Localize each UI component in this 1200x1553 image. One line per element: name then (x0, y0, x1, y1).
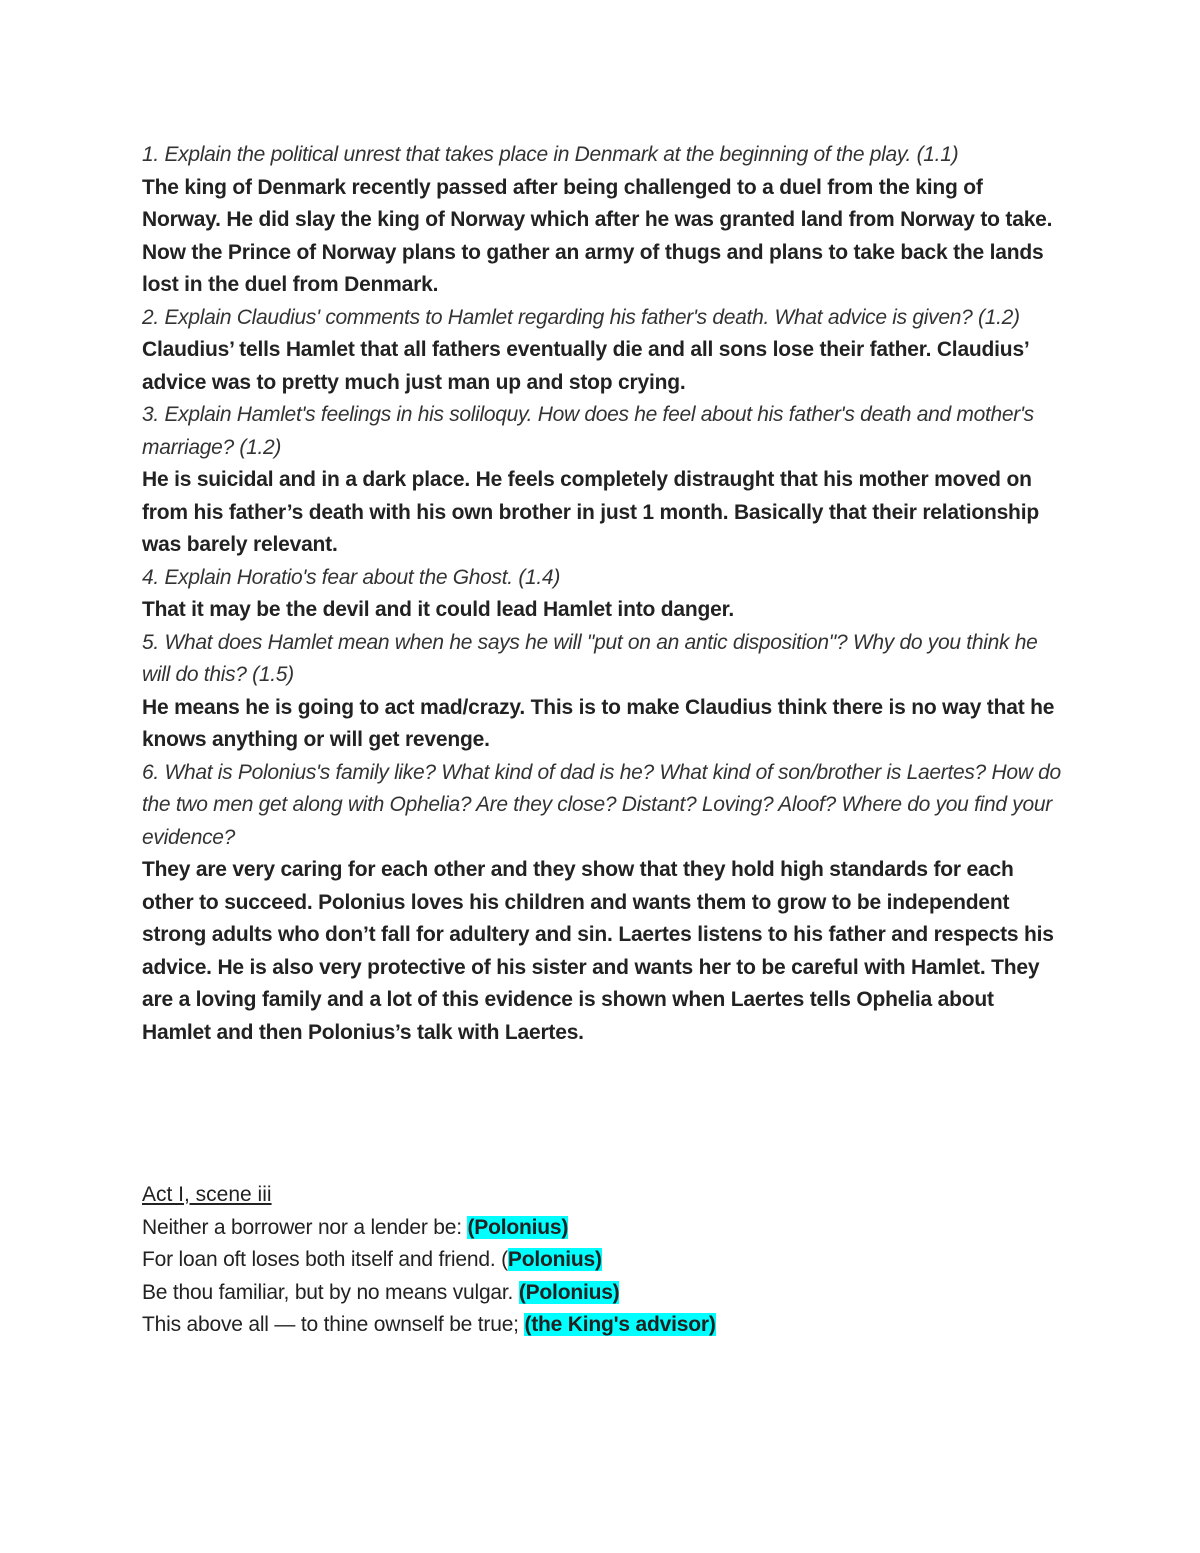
blank-space (142, 1049, 1062, 1179)
quote-line (142, 1212, 1062, 1245)
answer-2: Claudius’ tells Hamlet that all fathers eventually die and all sons lose their father. Claudius’ advice was to pretty much just man up and stop crying. (142, 338, 1029, 394)
quote-line (142, 1309, 1062, 1342)
speaker-highlight: (Polonius) (467, 1215, 569, 1239)
quote-line (142, 1277, 1062, 1310)
scene-title: Act I, scene iii (142, 1183, 272, 1206)
question-5: 5. What does Hamlet mean when he says he will "put on an antic disposition"? Why do you think he will do this? (1.5) (142, 630, 1038, 686)
qa-section (142, 139, 1062, 1049)
speaker-highlight: (Polonius) (518, 1280, 620, 1304)
speaker-highlight: (the King's advisor) (524, 1313, 716, 1336)
question-1: 1. Explain the political unrest that takes place in Denmark at the beginning of the play. (1.1) (142, 143, 959, 166)
quote-text: For loan oft loses both itself and friend. ( (142, 1248, 508, 1271)
speaker-highlight: Polonius) (507, 1248, 602, 1271)
answer-3: He is suicidal and in a dark place. He feels completely distraught that his mother moved on from his father’s death with his own brother in just 1 month. Basically that their relationship was barely relevant. (142, 468, 1039, 556)
answer-5: He means he is going to act mad/crazy. This is to make Claudius think there is no way that he knows anything or will get revenge. (142, 695, 1055, 751)
scene-section (142, 1179, 1062, 1342)
question-6: 6. What is Polonius's family like? What kind of dad is he? What kind of son/brother is Laertes? How do the two men get along with Ophelia? Are they close? Distant? Loving? Aloof? Where do you find your evidence? (142, 760, 1061, 849)
question-3: 3. Explain Hamlet's feelings in his soliloquy. How does he feel about his father's death and mother's marriage? (1.2) (142, 403, 1034, 459)
answer-4: That it may be the devil and it could lead Hamlet into danger. (142, 598, 735, 621)
quote-line (142, 1244, 1062, 1277)
document-page (142, 139, 1062, 1342)
question-4: 4. Explain Horatio's fear about the Ghost. (1.4) (142, 565, 561, 589)
quote-text: Neither a borrower nor a lender be: (142, 1215, 468, 1239)
quote-text: Be thou familiar, but by no means vulgar. (142, 1280, 519, 1304)
quote-text: This above all — to thine ownself be true; (142, 1313, 525, 1336)
answer-6: They are very caring for each other and they show that they hold high standards for each other to succeed. Polonius loves his children and wants them to grow to be independent strong adults who don’t fall for adultery and sin. Laertes listens to his father and respects his advice. He is also very protective of his sister and wants her to be careful with Hamlet. They are a loving family and a lot of this evidence is shown when Laertes tells Ophelia about Hamlet and then Polonius’s talk with Laertes. (142, 858, 1054, 1044)
question-2: 2. Explain Claudius' comments to Hamlet regarding his father's death. What advice is given? (1.2) (142, 305, 1020, 329)
answer-1: The king of Denmark recently passed after being challenged to a duel from the king of Norway. He did slay the king of Norway which after he was granted land from Norway to take. Now the Prince of Norway plans to gather an army of thugs and plans to take back the lands lost in the duel from Denmark. (142, 175, 1053, 296)
